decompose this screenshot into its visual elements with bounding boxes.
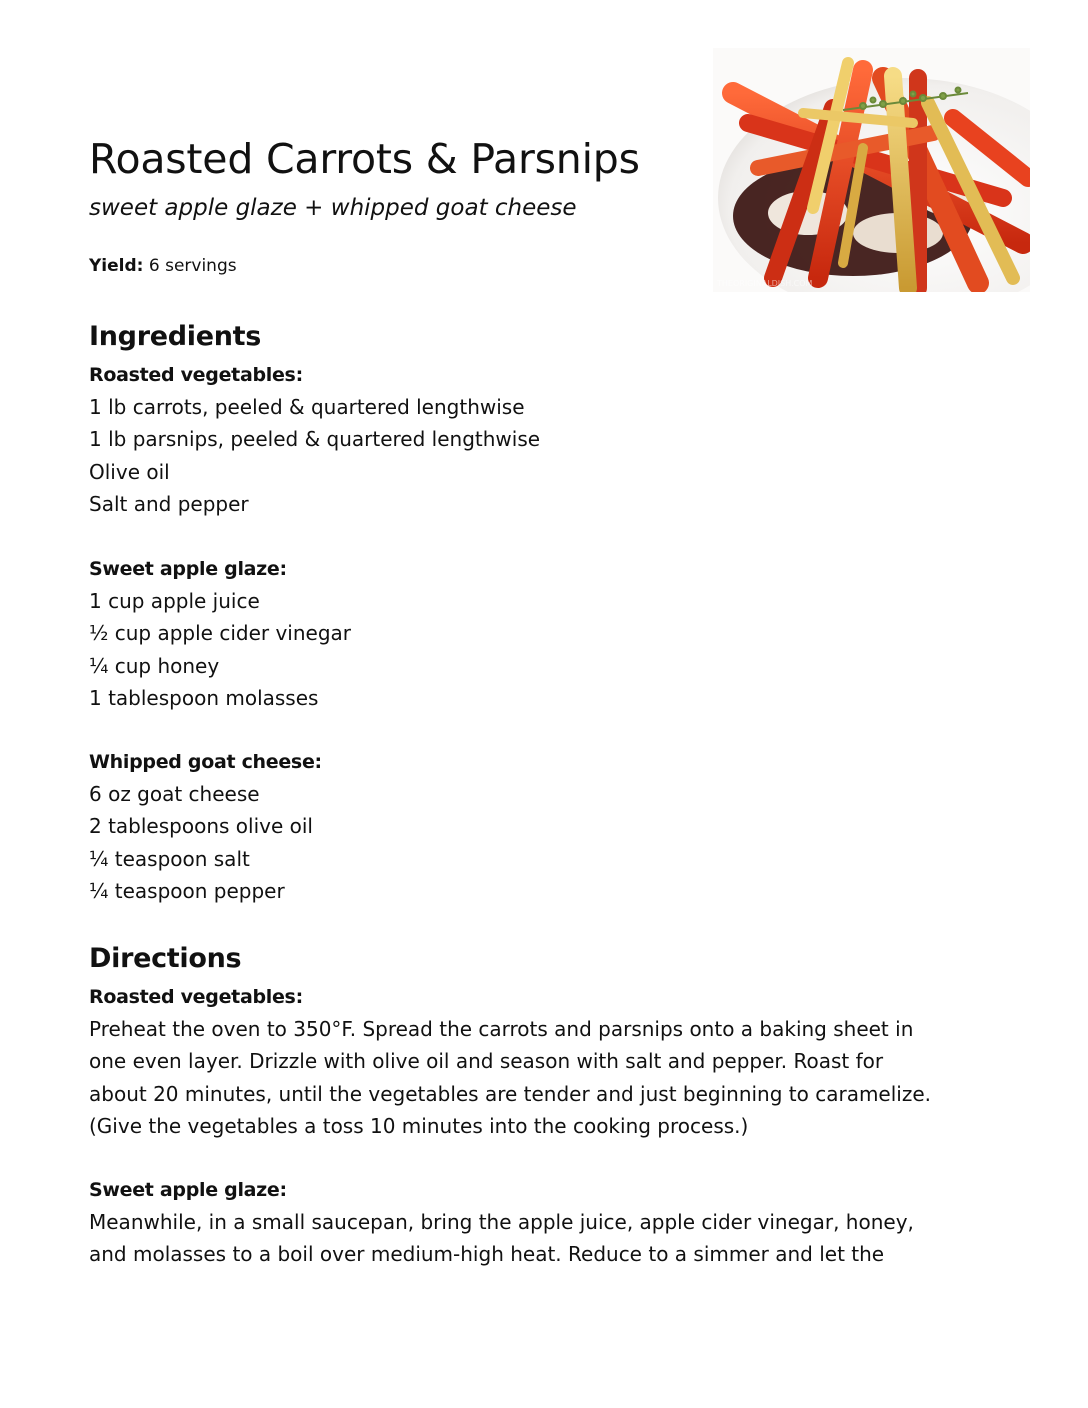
ingredients-heading: Ingredients [89, 321, 262, 352]
yield-value: 6 servings [148, 256, 237, 276]
roasted-vegetables-image [713, 48, 1030, 292]
direction-step-text [89, 1206, 989, 1271]
direction-line: Preheat the oven to 350°F. Spread the carrots and parsnips onto a baking sheet in [89, 1017, 914, 1041]
direction-step-text [89, 1013, 989, 1142]
ingredient-item: Olive oil [89, 459, 170, 484]
ingredient-group-roasted-vegetables [89, 359, 989, 520]
ingredient-item: 6 oz goat cheese [89, 782, 260, 806]
yield-label: Yield: [89, 256, 144, 276]
ingredient-item: ¼ cup honey [89, 653, 220, 678]
direction-step-sweet-apple-glaze [89, 1174, 989, 1271]
direction-step-label: Sweet apple glaze: [89, 1179, 287, 1201]
direction-line: (Give the vegetables a toss 10 minutes into the cooking process.) [89, 1113, 749, 1138]
ingredient-item: ½ cup apple cider vinegar [89, 621, 352, 646]
ingredient-item: 1 cup apple juice [89, 589, 260, 613]
recipe-subtitle: sweet apple glaze + whipped goat cheese [89, 195, 577, 221]
ingredient-item: Salt and pepper [89, 491, 249, 516]
ingredient-item: 2 tablespoons olive oil [89, 814, 313, 839]
ingredient-item: ¼ teaspoon salt [89, 846, 250, 871]
recipe-title: Roasted Carrots & Parsnips [89, 135, 640, 183]
ingredient-group-label: Whipped goat cheese: [89, 751, 322, 773]
ingredient-group-label: Sweet apple glaze: [89, 558, 287, 580]
ingredient-group-label: Roasted vegetables: [89, 364, 303, 386]
direction-step-label: Roasted vegetables: [89, 986, 303, 1008]
ingredient-group-sweet-apple-glaze [89, 553, 989, 714]
ingredient-group-whipped-goat-cheese [89, 746, 989, 907]
direction-line: about 20 minutes, until the vegetables are tender and just beginning to caramelize. [89, 1081, 932, 1106]
direction-line: one even layer. Drizzle with olive oil and season with salt and pepper. Roast for [89, 1049, 884, 1074]
direction-line: Meanwhile, in a small saucepan, bring the apple juice, apple cider vinegar, honey, [89, 1210, 914, 1234]
ingredient-item: 1 lb parsnips, peeled & quartered lengthwise [89, 427, 541, 452]
recipe-photo [713, 48, 1030, 292]
directions-heading: Directions [89, 943, 242, 974]
ingredient-item: 1 tablespoon molasses [89, 685, 319, 710]
ingredient-item: 1 lb carrots, peeled & quartered lengthwise [89, 395, 525, 419]
direction-step-roasted-vegetables [89, 981, 989, 1142]
photo-watermark: THEORIGINALDISH.COM [717, 279, 813, 288]
direction-line: and molasses to a boil over medium-high heat. Reduce to a simmer and let the [89, 1242, 885, 1267]
ingredient-item: ¼ teaspoon pepper [89, 878, 285, 903]
recipe-yield [89, 255, 237, 277]
